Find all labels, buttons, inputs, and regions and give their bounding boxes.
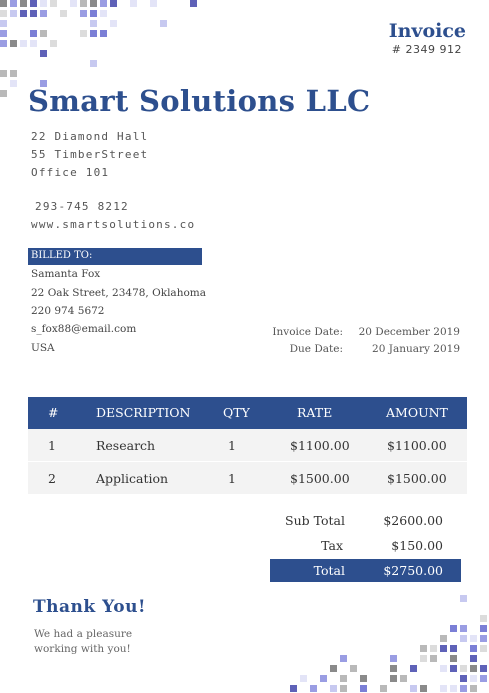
- decorative-square: [100, 30, 107, 37]
- decorative-square: [340, 685, 347, 692]
- decorative-square: [10, 0, 17, 7]
- thank-you-message-line2: working with you!: [34, 643, 131, 655]
- decorative-square: [90, 20, 97, 27]
- decorative-square: [470, 635, 477, 642]
- decorative-square: [460, 595, 467, 602]
- decorative-square: [80, 0, 87, 7]
- decorative-square: [470, 685, 477, 692]
- company-website: www.smartsolutions.co: [31, 218, 196, 231]
- decorative-square: [420, 645, 427, 652]
- decorative-square: [470, 655, 477, 662]
- decorative-square: [430, 655, 437, 662]
- decorative-square: [340, 655, 347, 662]
- decorative-square: [100, 0, 107, 7]
- tax-label: Tax: [321, 538, 343, 553]
- decorative-square: [160, 20, 167, 27]
- decorative-square: [460, 625, 467, 632]
- row-1-description: Research: [96, 438, 156, 453]
- decorative-square: [450, 625, 457, 632]
- decorative-square: [470, 645, 477, 652]
- decorative-square: [0, 20, 7, 27]
- billed-to-label: BILLED TO:: [31, 250, 93, 261]
- due-date-label: Due Date:: [289, 343, 343, 355]
- column-header-qty: QTY: [223, 405, 250, 420]
- subtotal-label: Sub Total: [285, 513, 345, 528]
- decorative-square: [110, 20, 117, 27]
- decorative-square: [420, 685, 427, 692]
- decorative-square: [60, 10, 67, 17]
- row-1-amount: $1100.00: [387, 438, 447, 453]
- decorative-square: [430, 645, 437, 652]
- decorative-square: [400, 675, 407, 682]
- decorative-pattern-bottom-right: [260, 585, 489, 693]
- decorative-square: [30, 40, 37, 47]
- decorative-square: [310, 685, 317, 692]
- decorative-square: [440, 635, 447, 642]
- company-address-line3: Office 101: [31, 166, 110, 179]
- decorative-square: [190, 0, 197, 7]
- decorative-square: [20, 0, 27, 7]
- decorative-square: [450, 685, 457, 692]
- decorative-square: [460, 665, 467, 672]
- decorative-square: [460, 635, 467, 642]
- decorative-square: [20, 40, 27, 47]
- decorative-square: [0, 30, 7, 37]
- decorative-square: [390, 675, 397, 682]
- decorative-square: [340, 675, 347, 682]
- thank-you-message-line1: We had a pleasure: [34, 628, 133, 640]
- client-phone: 220 974 5672: [31, 305, 105, 317]
- decorative-square: [450, 665, 457, 672]
- row-2-number: 2: [48, 471, 56, 486]
- invoice-date-value: 20 December 2019: [358, 326, 460, 338]
- invoice-date-label: Invoice Date:: [272, 326, 343, 338]
- decorative-square: [450, 655, 457, 662]
- decorative-square: [420, 655, 427, 662]
- decorative-square: [300, 675, 307, 682]
- decorative-square: [360, 675, 367, 682]
- decorative-square: [460, 685, 467, 692]
- decorative-square: [90, 0, 97, 7]
- client-country: USA: [31, 342, 55, 354]
- decorative-square: [10, 40, 17, 47]
- column-header-rate: RATE: [297, 405, 333, 420]
- decorative-square: [50, 0, 57, 7]
- decorative-square: [70, 0, 77, 7]
- decorative-square: [10, 80, 17, 87]
- row-2-qty: 1: [228, 471, 236, 486]
- total-value: $2750.00: [383, 563, 443, 578]
- decorative-square: [480, 675, 487, 682]
- decorative-square: [350, 665, 357, 672]
- decorative-square: [330, 685, 337, 692]
- decorative-square: [360, 685, 367, 692]
- decorative-square: [0, 10, 7, 17]
- decorative-square: [0, 70, 7, 77]
- row-2-description: Application: [96, 471, 169, 486]
- column-header-number: #: [48, 405, 59, 420]
- column-header-amount: AMOUNT: [386, 405, 448, 420]
- row-2-rate: $1500.00: [290, 471, 350, 486]
- decorative-square: [470, 665, 477, 672]
- decorative-square: [410, 665, 417, 672]
- invoice-title: Invoice: [388, 20, 466, 42]
- row-1-number: 1: [48, 438, 56, 453]
- decorative-square: [50, 40, 57, 47]
- company-address-line1: 22 Diamond Hall: [31, 130, 149, 143]
- client-address: 22 Oak Street, 23478, Oklahoma: [31, 287, 206, 299]
- decorative-square: [10, 70, 17, 77]
- row-1-qty: 1: [228, 438, 236, 453]
- decorative-square: [460, 675, 467, 682]
- decorative-square: [480, 635, 487, 642]
- decorative-square: [0, 0, 7, 7]
- decorative-square: [30, 30, 37, 37]
- client-name: Samanta Fox: [31, 268, 101, 280]
- decorative-square: [450, 645, 457, 652]
- decorative-square: [390, 655, 397, 662]
- decorative-square: [290, 685, 297, 692]
- decorative-square: [80, 30, 87, 37]
- company-address-line2: 55 TimberStreet: [31, 148, 149, 161]
- decorative-square: [20, 10, 27, 17]
- decorative-square: [440, 665, 447, 672]
- client-email: s_fox88@email.com: [31, 323, 137, 335]
- decorative-square: [480, 645, 487, 652]
- decorative-square: [440, 685, 447, 692]
- decorative-square: [40, 50, 47, 57]
- tax-value: $150.00: [391, 538, 443, 553]
- decorative-square: [80, 10, 87, 17]
- row-2-amount: $1500.00: [387, 471, 447, 486]
- decorative-square: [470, 675, 477, 682]
- decorative-square: [110, 0, 117, 7]
- decorative-square: [0, 90, 7, 97]
- invoice-number: # 2349 912: [391, 43, 462, 56]
- decorative-square: [480, 615, 487, 622]
- decorative-square: [0, 40, 7, 47]
- decorative-square: [40, 0, 47, 7]
- decorative-square: [390, 665, 397, 672]
- decorative-square: [90, 10, 97, 17]
- decorative-square: [480, 625, 487, 632]
- decorative-square: [130, 0, 137, 7]
- company-phone: 293-745 8212: [35, 200, 129, 213]
- company-name: Smart Solutions LLC: [28, 84, 371, 118]
- decorative-square: [100, 10, 107, 17]
- column-header-description: DESCRIPTION: [96, 405, 191, 420]
- decorative-square: [410, 685, 417, 692]
- row-1-rate: $1100.00: [290, 438, 350, 453]
- total-label: Total: [313, 563, 345, 578]
- decorative-square: [40, 30, 47, 37]
- decorative-square: [440, 645, 447, 652]
- decorative-square: [30, 0, 37, 7]
- decorative-square: [380, 685, 387, 692]
- due-date-value: 20 January 2019: [372, 343, 460, 355]
- decorative-square: [10, 10, 17, 17]
- decorative-square: [480, 665, 487, 672]
- decorative-square: [150, 0, 157, 7]
- decorative-square: [30, 10, 37, 17]
- subtotal-value: $2600.00: [383, 513, 443, 528]
- decorative-square: [330, 665, 337, 672]
- thank-you-heading: Thank You!: [33, 597, 146, 617]
- decorative-square: [40, 10, 47, 17]
- decorative-square: [90, 60, 97, 67]
- decorative-square: [90, 30, 97, 37]
- decorative-square: [320, 675, 327, 682]
